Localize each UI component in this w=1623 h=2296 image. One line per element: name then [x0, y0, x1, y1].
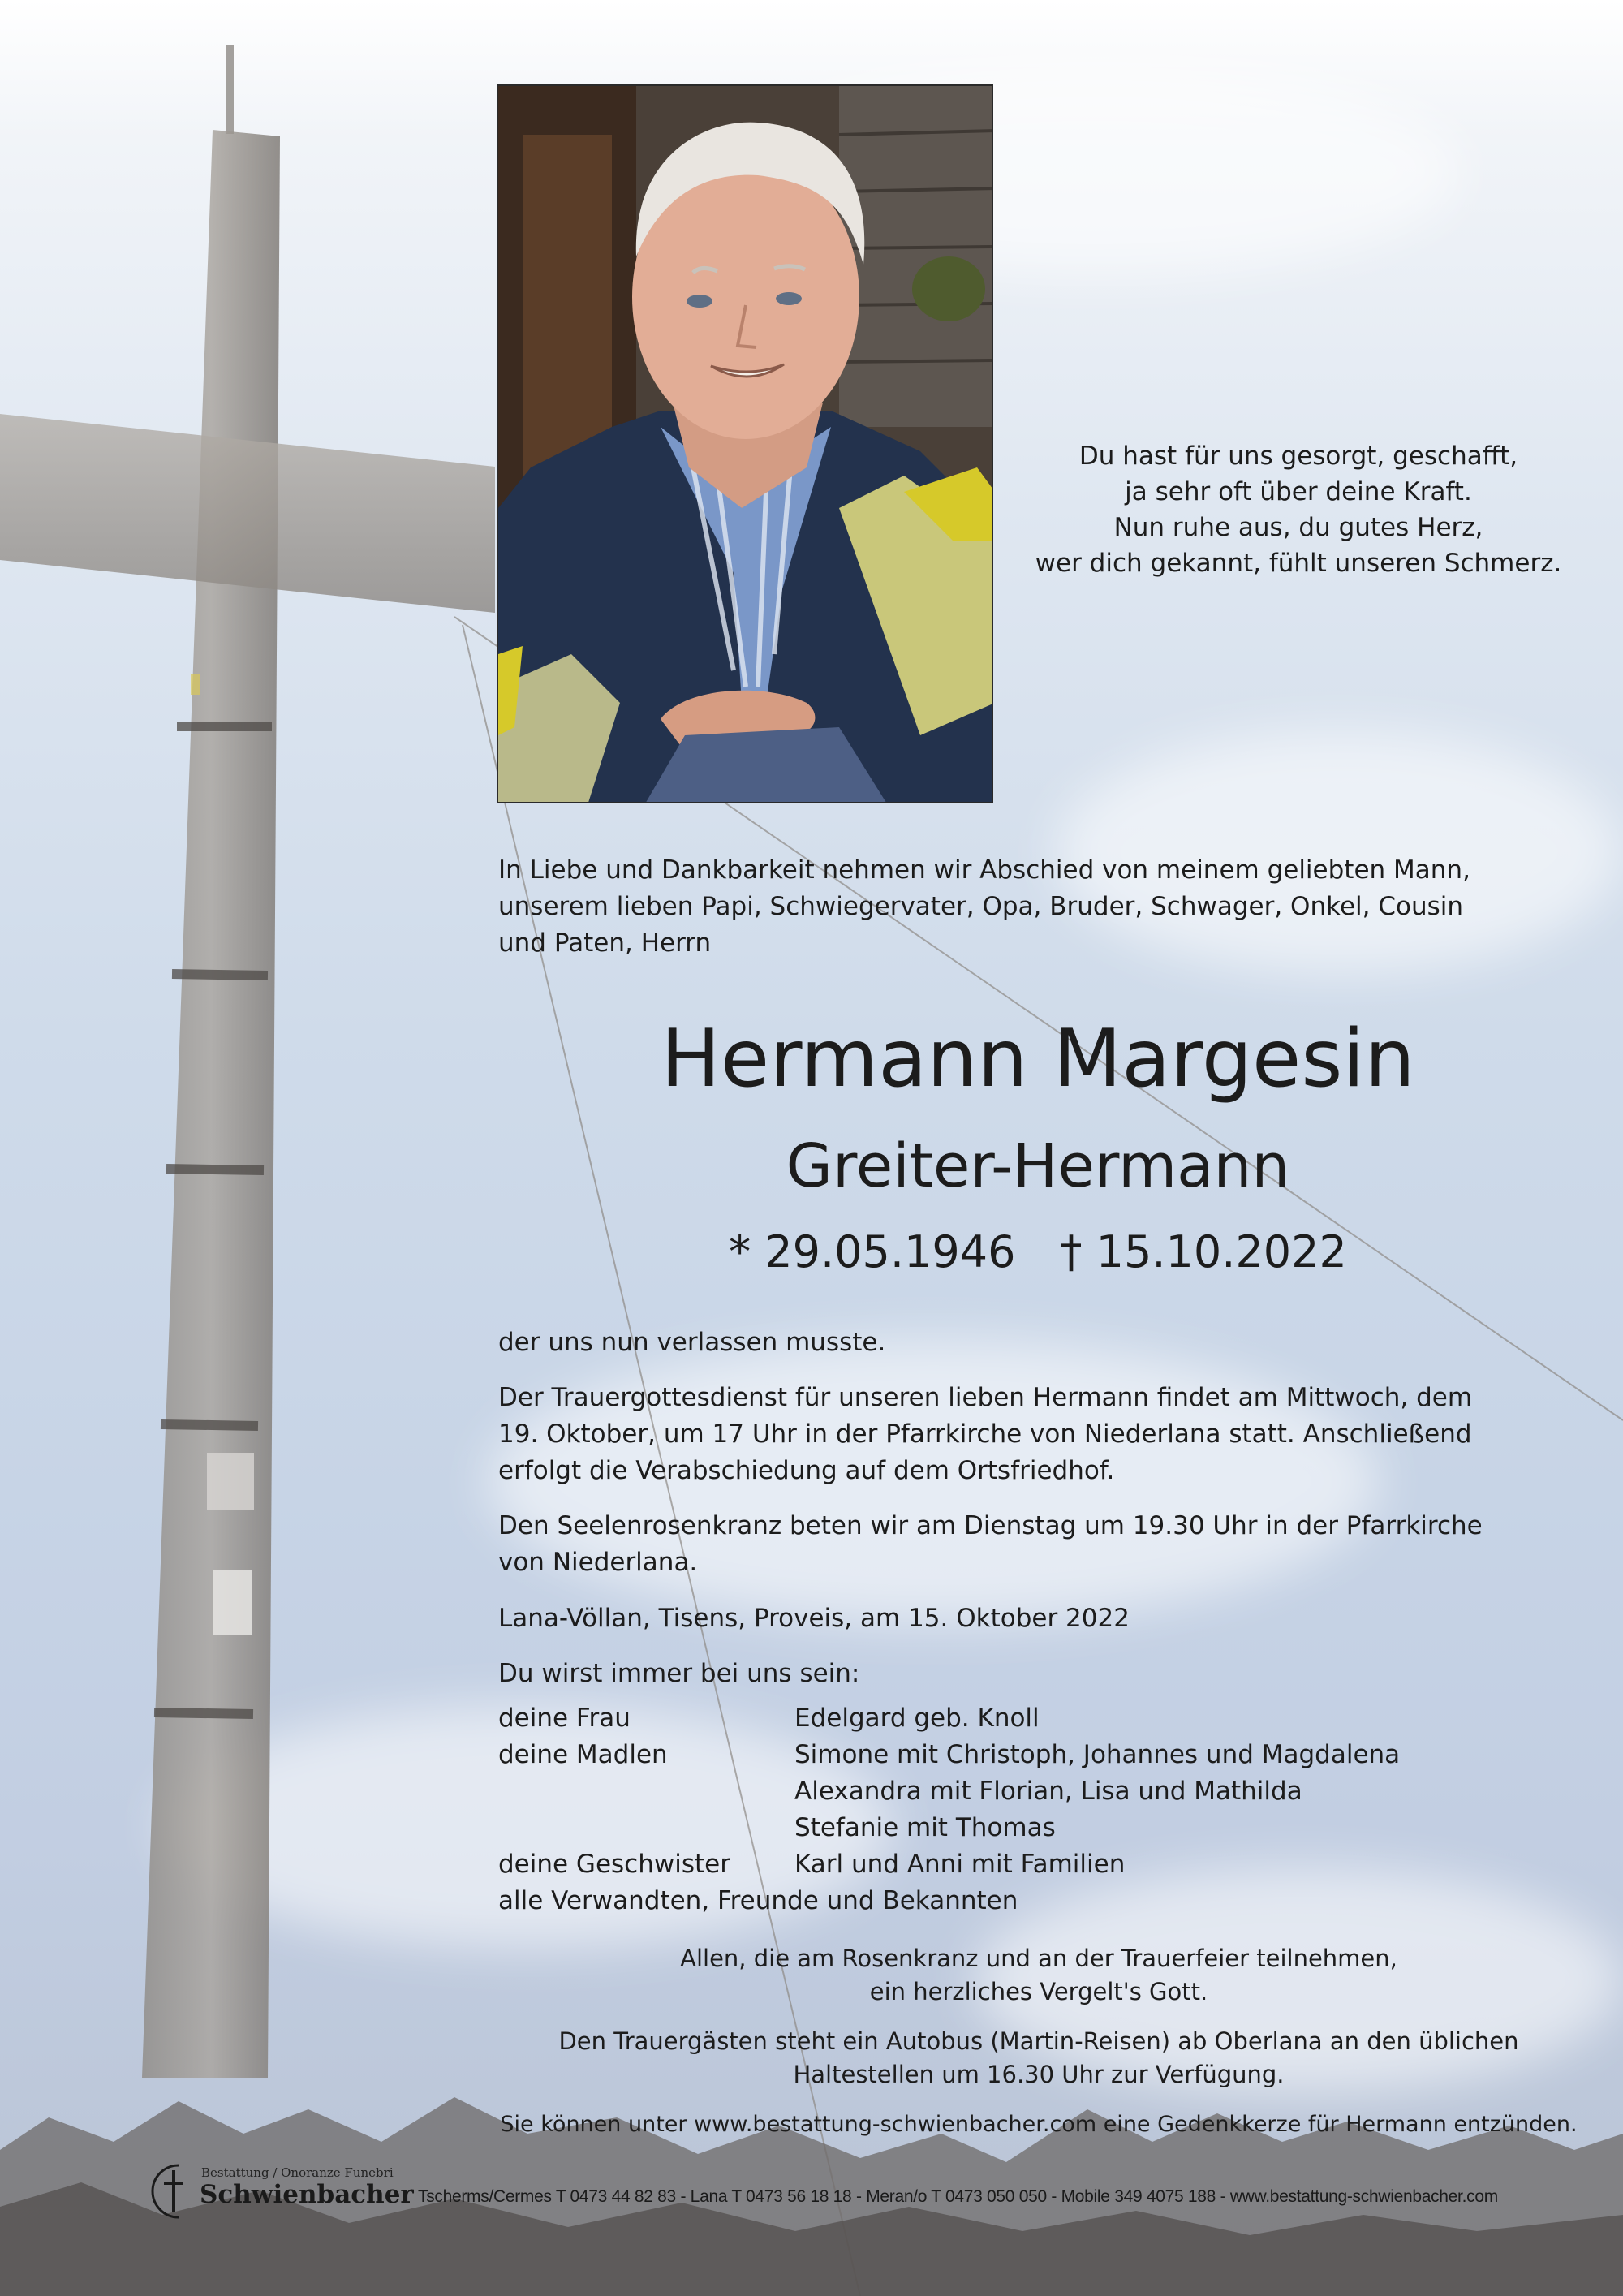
poem-line: ja sehr oft über deine Kraft. — [1125, 477, 1472, 506]
poem-line: wer dich gekannt, fühlt unseren Schmerz. — [1035, 549, 1562, 578]
intro-line: In Liebe und Dankbarkeit nehmen wir Abschied von meinem geliebten Mann, — [498, 855, 1470, 885]
intro-line: und Paten, Herrn — [498, 928, 712, 958]
mourner-relation: deine Frau — [498, 1704, 631, 1733]
mourner-row — [498, 1810, 1578, 1846]
birth-date: * 29.05.1946 — [729, 1226, 1016, 1277]
mourner-relation: deine Geschwister — [498, 1850, 730, 1879]
summit-cross-image — [0, 0, 568, 2296]
always-with-us-text: Du wirst immer bei uns sein: — [498, 1659, 860, 1688]
service-paragraph — [498, 1380, 1578, 1489]
deceased-nickname: Greiter-Hermann — [786, 1131, 1290, 1201]
mourner-row — [498, 1700, 1578, 1737]
rosary-line: Den Seelenrosenkranz beten wir am Dienstag um 19.30 Uhr in der Pfarrkirche — [498, 1511, 1483, 1540]
death-date: † 15.10.2022 — [1060, 1226, 1347, 1277]
mourner-names: Simone mit Christoph, Johannes und Magdalena — [794, 1740, 1401, 1769]
rosary-line: von Niederlana. — [498, 1548, 698, 1577]
intro-paragraph — [498, 852, 1578, 962]
mourner-names: Edelgard geb. Knoll — [794, 1704, 1040, 1733]
poem — [1014, 438, 1582, 581]
bus-line: Haltestellen um 16.30 Uhr zur Verfügung. — [793, 2061, 1285, 2088]
portrait-photo — [497, 84, 993, 803]
mourner-names: Stefanie mit Thomas — [794, 1813, 1056, 1842]
bus-line: Den Trauergästen steht ein Autobus (Martin-Reisen) ab Oberlana an den üblichen — [558, 2027, 1519, 2055]
candle-text: Sie können unter www.bestattung-schwienbacher.com eine Gedenkkerze für Hermann entzünden. — [500, 2112, 1578, 2137]
service-line: Der Trauergottesdienst für unseren lieben Hermann findet am Mittwoch, dem — [498, 1383, 1473, 1412]
bus-note — [487, 2025, 1591, 2091]
mourner-row — [498, 1846, 1578, 1883]
poem-line: Du hast für uns gesorgt, geschafft, — [1078, 442, 1518, 471]
deceased-name: Hermann Margesin — [661, 1013, 1415, 1105]
candle-note — [487, 2108, 1591, 2141]
thanks-line: Allen, die am Rosenkranz und an der Trauerfeier teilnehmen, — [680, 1945, 1397, 1972]
mourners-list — [498, 1700, 1578, 1919]
mourner-relation: alle Verwandten, Freunde und Bekannten — [498, 1886, 1018, 1915]
life-dates — [498, 1224, 1578, 1281]
place-date — [498, 1600, 1578, 1637]
mourner-row — [498, 1883, 1578, 1919]
mourner-row — [498, 1737, 1578, 1773]
poem-line: Nun ruhe aus, du gutes Herz, — [1113, 513, 1483, 542]
service-line: 19. Oktober, um 17 Uhr in der Pfarrkirche von Niederlana statt. Anschließend — [498, 1419, 1472, 1449]
left-us-text: der uns nun verlassen musste. — [498, 1328, 886, 1357]
mourner-relation — [498, 1810, 794, 1846]
contact-line: Tscherms/Cermes T 0473 44 82 83 - Lana T 0473 56 18 18 - Meran/o T 0473 050 050 - Mobile 349 4075 188 - www.bestattung-schwienbacher.com — [418, 2187, 1498, 2206]
logo-name: Schwienbacher — [200, 2180, 414, 2209]
mourner-names: Alexandra mit Florian, Lisa und Mathilda — [794, 1777, 1302, 1806]
mourner-names: Karl und Anni mit Familien — [794, 1850, 1126, 1879]
footer — [146, 2159, 1607, 2224]
mourner-relation — [498, 1773, 794, 1810]
funeral-home-logo — [146, 2159, 414, 2224]
mourner-row — [498, 1773, 1578, 1810]
logo-tagline: Bestattung / Onoranze Funebri — [201, 2165, 394, 2180]
always-with-us — [498, 1656, 1578, 1692]
service-line: erfolgt die Verabschiedung auf dem Ortsfriedhof. — [498, 1456, 1115, 1485]
mourner-relation: deine Madlen — [498, 1740, 668, 1769]
rosary-paragraph — [498, 1508, 1578, 1581]
thanks-line: ein herzliches Vergelt's Gott. — [869, 1978, 1208, 2005]
left-us-line — [498, 1325, 1578, 1361]
place-date-text: Lana-Völlan, Tisens, Proveis, am 15. Oktober 2022 — [498, 1604, 1130, 1633]
cross-circle-icon — [146, 2159, 195, 2224]
intro-line: unserem lieben Papi, Schwiegervater, Opa, Bruder, Schwager, Onkel, Cousin — [498, 892, 1464, 921]
thanks-note — [487, 1942, 1591, 2009]
